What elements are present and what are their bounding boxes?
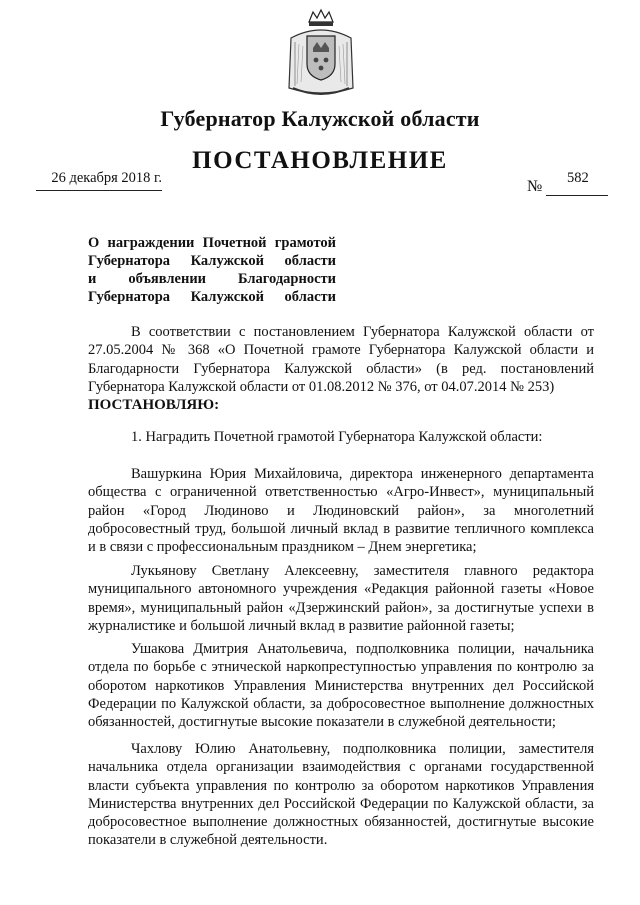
subject-line: Губернатора Калужской области (88, 289, 336, 305)
subject-line: Губернатора Калужской области (88, 253, 336, 269)
emblem-icon-name (359, 8, 360, 9)
awardee-paragraph: Лукьянову Светлану Алексеевну, заместителя главного редактора муниципального автономного учреждения «Редакция районной газеты «Новое время», муниципальный район «Дзержинский район», за достигнутые успехи в журналистике и большой личный вклад в развитие районной газеты; (88, 563, 594, 634)
kaluga-coat-of-arms-icon (283, 8, 359, 96)
date-underline (36, 190, 162, 191)
subject-line: О награждении Почетной грамотой (88, 235, 336, 251)
issuing-authority: Губернатор Калужской области (160, 106, 480, 131)
document-title: ПОСТАНОВЛЕНИЕ (192, 147, 448, 174)
awardee-paragraph: Вашуркина Юрия Михайловича, директора инженерного департамента общества с ограниченной ответственностью «Агро-Инвест», муниципальный район «Город Людиново и Людиновский район», за многолетний добросовестный труд, большой личный вклад в развитие тепличного комплекса и в связи с профессиональным праздником – Днем энергетика; (88, 466, 594, 556)
number-underline (546, 195, 608, 196)
number-label: № (527, 178, 543, 195)
document-number: 582 (567, 170, 589, 186)
preamble-paragraph: В соответствии с постановлением Губернатора Калужской области от 27.05.2004 № 368 «О Почетной грамоте Губернатора Калужской области и Благодарности Губернатора Калужской области» (в ред. постановлений Губернатора Калужской области от 01.08.2012 № 376, от 04.07.2014 № 253) (88, 324, 594, 395)
awardee-paragraph: Ушакова Дмитрия Анатольевича, подполковника полиции, начальника отдела по борьбе с этнической наркопреступностью управления по контролю за оборотом наркотиков Управления Министерства внутренних дел Российской Федерации по Калужской области, за добросовестное выполнение должностных обязанностей, достигнутые высокие показатели в служебной деятельности; (88, 641, 594, 731)
document-subject (88, 234, 336, 306)
item-1-heading: 1. Наградить Почетной грамотой Губернатора Калужской области: (131, 429, 543, 445)
decree-heading: ПОСТАНОВЛЯЮ: (88, 397, 220, 413)
coat-of-arms (283, 8, 359, 96)
awardee-paragraph: Чахлову Юлию Анатольевну, подполковника полиции, заместителя начальника отдела организации взаимодействия с органами государственной власти субъекта управления по контролю за оборотом наркотиков Управления Министерства внутренних дел Российской Федерации по Калужской области, за добросовестное выполнение должностных обязанностей, достигнутые высокие показатели в служебной деятельности. (88, 741, 594, 849)
subject-line: и объявлении Благодарности (88, 271, 336, 287)
document-date: 26 декабря 2018 г. (51, 170, 162, 186)
